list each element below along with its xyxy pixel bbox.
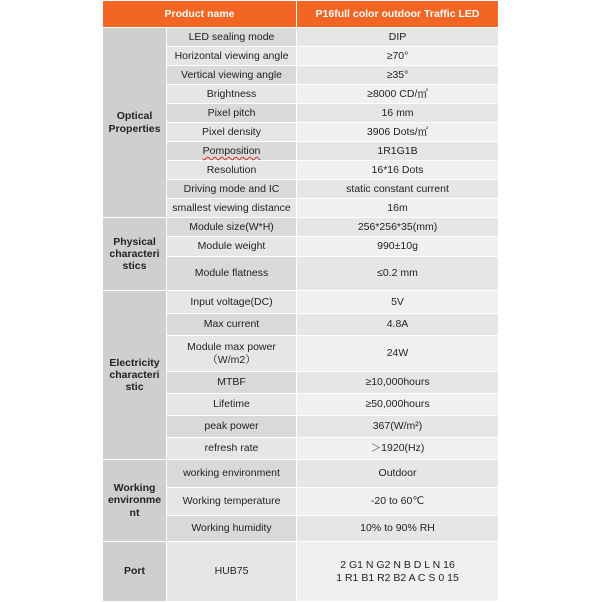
param-cell: Vertical viewing angle <box>167 66 297 85</box>
param-cell: Module flatness <box>167 257 297 291</box>
value-cell: ≥35° <box>297 66 499 85</box>
param-cell: Pixel pitch <box>167 104 297 123</box>
param-cell: smallest viewing distance <box>167 199 297 218</box>
value-cell: ≥50,000hours <box>297 394 499 416</box>
table-row <box>103 218 499 237</box>
value-cell: ≤0.2 mm <box>297 257 499 291</box>
value-cell: 990±10g <box>297 237 499 257</box>
header-product-title: P16full color outdoor Traffic LED <box>297 1 499 28</box>
value-cell: 256*256*35(mm) <box>297 218 499 237</box>
category-physical: Physical characteri stics <box>103 218 167 291</box>
param-cell: LED sealing mode <box>167 28 297 47</box>
param-cell: Working temperature <box>167 488 297 516</box>
value-cell: ≥70° <box>297 47 499 66</box>
port-pinout-cell <box>297 542 499 602</box>
header-product-name: Product name <box>103 1 297 28</box>
table-row <box>103 28 499 47</box>
value-cell: DIP <box>297 28 499 47</box>
param-cell: Max current <box>167 314 297 336</box>
port-pinout-line: 1 R1 B1 R2 B2 A C S 0 15 <box>336 571 459 584</box>
port-pinout-line: 2 G1 N G2 N B D L N 16 <box>340 559 455 572</box>
category-electricity: Electricity characteri stic <box>103 291 167 460</box>
param-cell: MTBF <box>167 372 297 394</box>
param-cell: Working humidity <box>167 516 297 542</box>
category-working: Working environme nt <box>103 460 167 542</box>
table-row <box>103 291 499 314</box>
value-cell: 4.8A <box>297 314 499 336</box>
param-cell: Driving mode and IC <box>167 180 297 199</box>
table-row <box>103 542 499 602</box>
value-cell: ＞1920(Hz) <box>297 438 499 460</box>
value-cell: 16m <box>297 199 499 218</box>
param-cell: Pixel density <box>167 123 297 142</box>
param-cell: Module max power （W/m2） <box>167 336 297 372</box>
param-cell: Resolution <box>167 161 297 180</box>
value-cell: 367(W/m²) <box>297 416 499 438</box>
value-cell: 3906 Dots/㎡ <box>297 123 499 142</box>
param-cell <box>167 142 297 161</box>
param-cell: Module size(W*H) <box>167 218 297 237</box>
param-cell: Horizontal viewing angle <box>167 47 297 66</box>
value-cell: ≥10,000hours <box>297 372 499 394</box>
value-cell: 5V <box>297 291 499 314</box>
value-cell: 10% to 90% RH <box>297 516 499 542</box>
value-cell: ≥8000 CD/㎡ <box>297 85 499 104</box>
table-row <box>103 460 499 488</box>
value-cell: 16 mm <box>297 104 499 123</box>
value-cell: 24W <box>297 336 499 372</box>
value-cell: -20 to 60℃ <box>297 488 499 516</box>
header-row <box>103 1 499 28</box>
param-cell: working environment <box>167 460 297 488</box>
pomposition-label: Pomposition <box>202 144 261 157</box>
value-cell: Outdoor <box>297 460 499 488</box>
spec-table <box>102 0 499 602</box>
param-cell: HUB75 <box>167 542 297 602</box>
param-cell: refresh rate <box>167 438 297 460</box>
param-cell: Lifetime <box>167 394 297 416</box>
category-optical: Optical Properties <box>103 28 167 218</box>
param-cell: peak power <box>167 416 297 438</box>
value-cell: static constant current <box>297 180 499 199</box>
param-cell: Module weight <box>167 237 297 257</box>
param-cell: Input voltage(DC) <box>167 291 297 314</box>
param-cell: Brightness <box>167 85 297 104</box>
value-cell: 16*16 Dots <box>297 161 499 180</box>
value-cell: 1R1G1B <box>297 142 499 161</box>
category-port: Port <box>103 542 167 602</box>
